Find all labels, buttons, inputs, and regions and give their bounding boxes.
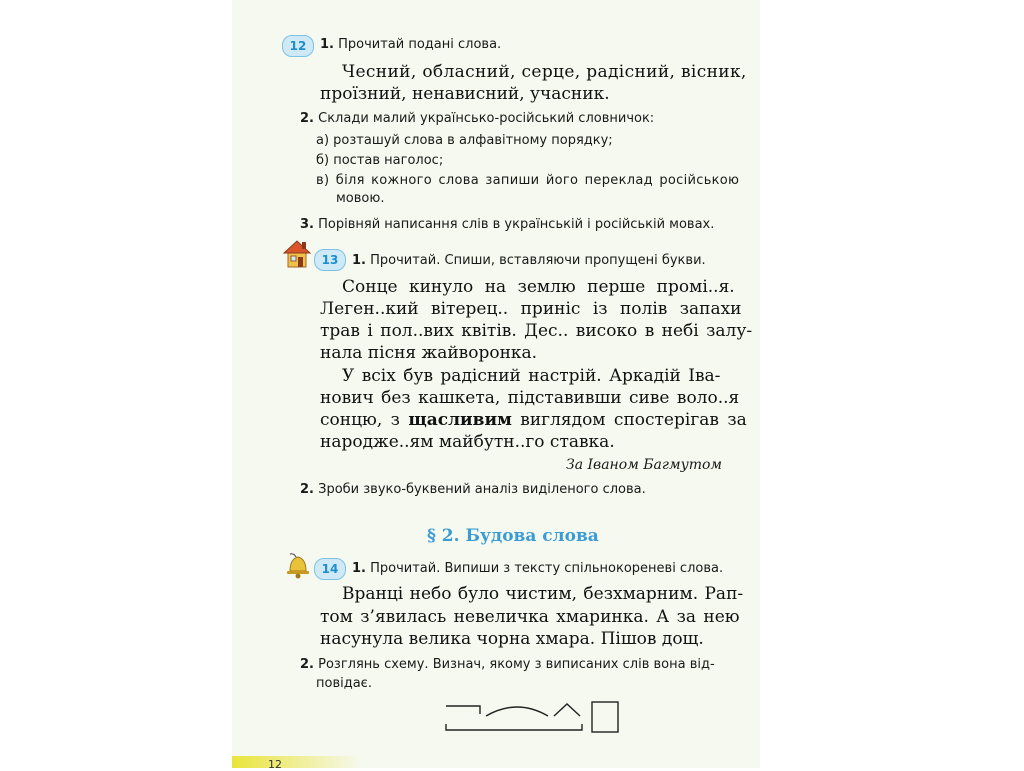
page-number: 12 [268,758,282,771]
text-line: том з’явилась невеличка хмаринка. А за нею [320,607,740,627]
exercise-12-task-2 [300,111,654,126]
task-number: 1. [320,37,334,52]
text-line: Леген..кий вітерец.. приніс із полів запахи [320,299,742,319]
word-list-line-1: Чесний, обласний, серце, радісний, вісник, [342,62,747,82]
task-number: 1. [352,253,366,268]
subtask-c-line-2: мовою. [336,191,385,206]
task-text: Прочитай. Випиши з тексту спільнокореневі слова. [370,561,724,576]
text-line: трав і пол..вих квітів. Дес.. високо в небі залу- [320,321,753,341]
task-number: 1. [352,561,366,576]
text-line: нала пісня жайворонка. [320,343,538,363]
exercise-12-task-3 [300,217,714,232]
textbook-page [232,0,760,771]
task-text: Зроби звуко-буквений аналіз виділеного слова. [318,482,646,497]
exercise-badge-12: 12 [282,35,314,57]
subtask-c-line-1: в) біля кожного слова запиши його переклад російською [316,173,740,188]
text-line: насунула велика чорна хмара. Пішов дощ. [320,629,704,649]
word-scheme-diagram [442,696,627,738]
exercise-13-task-1 [352,253,706,268]
text-line: Сонце кинуло на землю перше промі..я. [342,277,735,297]
task-number: 3. [300,217,314,232]
task-text: Прочитай подані слова. [338,37,502,52]
section-heading: § 2. Будова слова [427,526,599,546]
text-line: народже..ям майбутн..го ставка. [320,432,615,452]
subtask-a: а) розташуй слова в алфавітному порядку; [316,133,613,148]
task-text: Прочитай. Спиши, вставляючи пропущені букви. [370,253,706,268]
text-line: У всіх був радісний настрій. Аркадій Іва- [342,366,721,386]
task-number: 2. [300,657,314,672]
task-text: Порівняй написання слів в українській і російській мовах. [318,217,715,232]
text-line: Вранці небо було чистим, безхмарним. Рап- [342,584,744,604]
exercise-13-task-2 [300,482,646,497]
word-list-line-2: проїзний, ненависний, учасник. [320,84,610,104]
task-text: Розглянь схему. Визнач, якому з виписаних слів вона від- [318,657,715,672]
task-text: Склади малий українсько-російський словничок: [318,111,655,126]
author-attribution: За Іваном Багмутом [566,457,723,473]
text-fragment: сонцю, з [320,410,409,430]
subtask-b: б) постав наголос; [316,153,444,168]
text-fragment: виглядом спостерігав за [511,410,747,430]
exercise-badge-14: 14 [314,558,346,580]
house-icon [282,238,312,270]
exercise-14-task-2-line-2: повідає. [316,676,372,691]
exercise-badge-13: 13 [314,249,346,271]
exercise-12-task-1 [320,37,501,52]
page-footer-stripe [232,756,362,771]
highlighted-word: щасливим [408,410,512,430]
bell-icon [282,551,312,579]
text-line: нович без кашкета, підставивши сиве воло..я [320,388,740,408]
text-line [320,410,747,430]
task-number: 2. [300,111,314,126]
task-number: 2. [300,482,314,497]
exercise-14-task-2 [300,657,715,672]
exercise-14-task-1 [352,561,723,576]
